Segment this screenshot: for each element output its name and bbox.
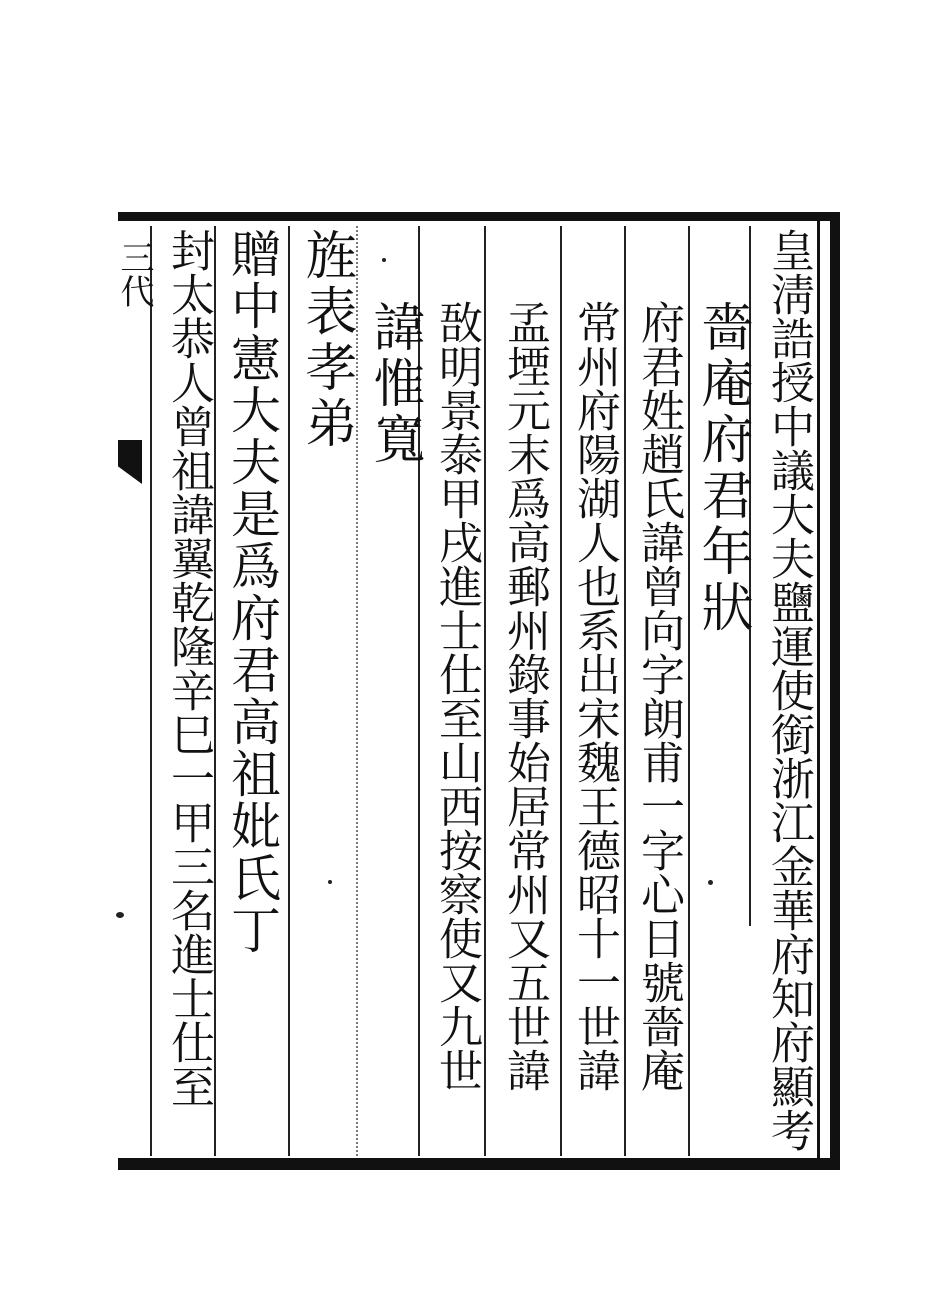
text-column-3: 府君姓趙氏諱曾向字朗甫一字心日號嗇庵 [633,300,684,1092]
ink-speck [382,258,386,262]
text-column-8: 旌表孝弟 [296,228,356,452]
text-column-9: 贈中憲大夫是爲府君高祖妣氏丁 [223,228,281,956]
text-column-1: 皇淸誥授中議大夫鹽運使銜浙江金華府知府顯考 [763,228,814,1152]
margin-label: 三代 [114,240,154,308]
text-column-7: 諱惟寬 [364,300,424,468]
text-column-4: 常州府陽湖人也系出宋魏王德昭十一世諱 [569,300,620,1092]
column-divider [688,226,690,1156]
text-column-5: 孟堙元末爲高郵州錄事始居常州又五世諱 [499,300,550,1092]
column-divider [288,226,290,1156]
column-divider [624,226,626,1156]
right-border-rule [830,212,840,1170]
top-border-rule [118,212,840,221]
ink-speck [708,880,713,885]
bottom-border-rule [118,1158,840,1170]
text-column-10: 封太恭人曾祖諱翼乾隆辛巳一甲三名進士仕至 [163,228,214,1108]
column-divider [356,226,358,1156]
ink-speck [328,880,332,884]
column-divider [150,226,152,1156]
text-column-2: 嗇庵府君年狀 [692,300,752,636]
text-column-6: 敔明景泰甲戌進士仕至山西按察使又九世 [431,300,482,1092]
column-divider [560,226,562,1156]
ink-speck [116,912,124,918]
